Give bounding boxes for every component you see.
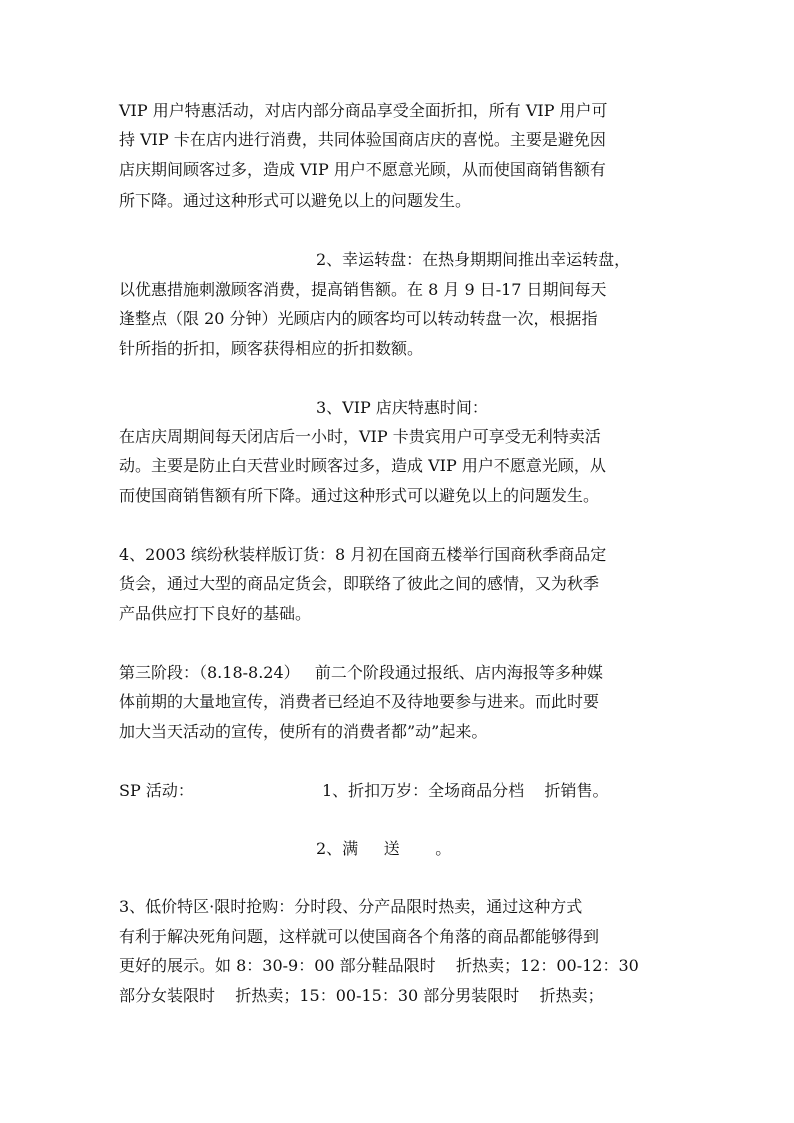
paragraph-lucky-wheel-line-3: 逢整点（限 20 分钟）光顾店内的顾客均可以转动转盘一次，根据指 xyxy=(119,309,598,328)
paragraph-vip-time-heading: 3、VIP 店庆特惠时间： xyxy=(316,398,488,417)
paragraph-stage-three-line-2: 体前期的大量地宣传，消费者已经迫不及待地要参与进来。而此时要 xyxy=(119,692,600,711)
paragraph-vip-time-line-3: 动。主要是防止白天营业时顾客过多，造成 VIP 用户不愿意光顾，从 xyxy=(119,456,606,475)
paragraph-vip-time-line-4: 而使国商销售额有所下降。通过这种形式可以避免以上的问题发生。 xyxy=(119,486,600,505)
paragraph-autumn-order-line-2: 货会，通过大型的商品定货会，即联络了彼此之间的感情，又为秋季 xyxy=(119,574,600,593)
sp-discount-item: 1、折扣万岁：全场商品分档 折销售。 xyxy=(322,781,609,800)
paragraph-vip-offer-line-3: 店庆期间顾客过多，造成 VIP 用户不愿意光顾，从而使国商销售额有 xyxy=(119,160,606,179)
paragraph-vip-offer-line-4: 所下降。通过这种形式可以避免以上的问题发生。 xyxy=(119,191,472,210)
paragraph-lucky-wheel-line-2: 以优惠措施刺激顾客消费，提高销售额。在 8 月 9 日-17 日期间每天 xyxy=(119,280,607,299)
paragraph-vip-offer-line-2: 持 VIP 卡在店内进行消费，共同体验国商店庆的喜悦。主要是避免因 xyxy=(119,130,606,149)
sp-full-gift-item: 2、满 送 。 xyxy=(316,839,452,858)
paragraph-low-price-line-2: 有利于解决死角问题，这样就可以使国商各个角落的商品都能够得到 xyxy=(119,927,600,946)
paragraph-low-price-line-1: 3、低价特区·限时抢购：分时段、分产品限时热卖，通过这种方式 xyxy=(119,897,583,916)
paragraph-lucky-wheel-line-4: 针所指的折扣，顾客获得相应的折扣数额。 xyxy=(119,339,424,358)
paragraph-low-price-line-3: 更好的展示。如 8：30-9：00 部分鞋品限时 折热卖；12：00-12：30 xyxy=(119,956,639,975)
paragraph-low-price-line-4: 部分女装限时 折热卖；15：00-15：30 部分男装限时 折热卖； xyxy=(119,986,604,1005)
paragraph-autumn-order-line-3: 产品供应打下良好的基础。 xyxy=(119,604,312,623)
paragraph-vip-time-line-2: 在店庆周期间每天闭店后一小时，VIP 卡贵宾用户可享受无利特卖活 xyxy=(119,427,601,446)
paragraph-autumn-order-line-1: 4、2003 缤纷秋装样版订货：8 月初在国商五楼举行国商秋季商品定 xyxy=(119,545,607,564)
paragraph-vip-offer-line-1: VIP 用户特惠活动，对店内部分商品享受全面折扣，所有 VIP 用户可 xyxy=(119,101,608,120)
sp-activity-label: SP 活动： xyxy=(119,781,194,800)
paragraph-lucky-wheel-heading: 2、幸运转盘：在热身期期间推出幸运转盘， xyxy=(316,250,631,269)
paragraph-stage-three-line-1: 第三阶段：（8.18-8.24） 前二个阶段通过报纸、店内海报等多种媒 xyxy=(119,663,603,682)
paragraph-stage-three-line-3: 加大当天活动的宣传，使所有的消费者都”动”起来。 xyxy=(119,722,488,741)
